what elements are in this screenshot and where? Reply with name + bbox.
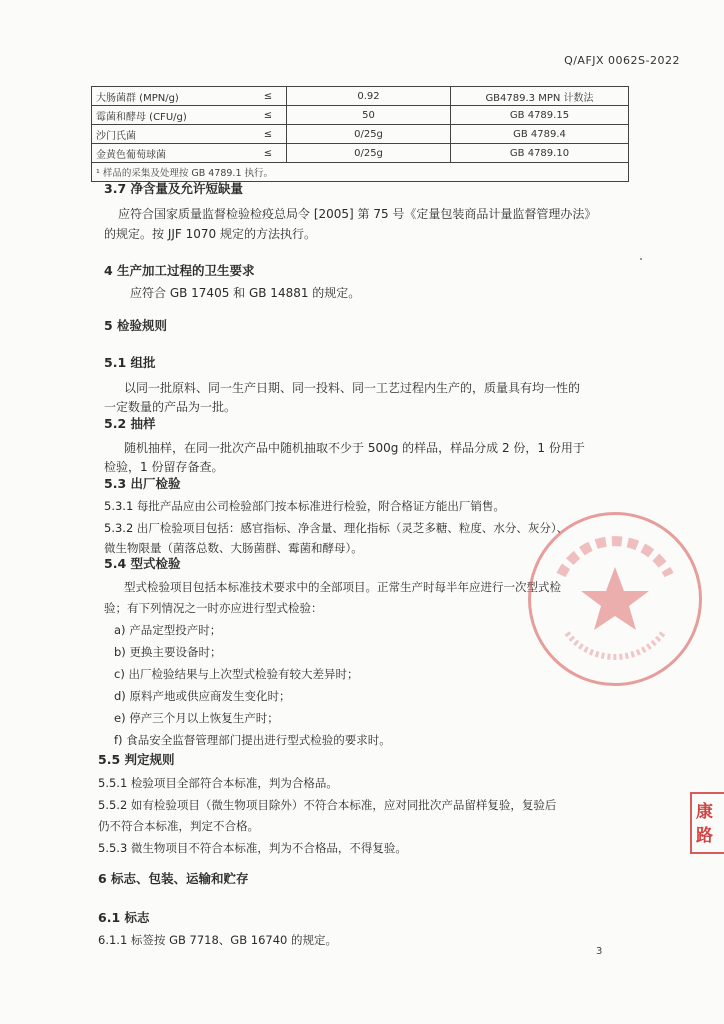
table-cell: GB 4789.4 <box>451 125 629 144</box>
list-item: d) 原料产地或供应商发生变化时； <box>114 689 291 703</box>
section-heading: 3.7 净含量及允许短缺量 <box>104 181 243 196</box>
section-heading: 4 生产加工过程的卫生要求 <box>104 263 255 278</box>
paragraph: 应符合国家质量监督检验检疫总局令 [2005] 第 75 号《定量包装商品计量监督管理办法》 <box>118 207 597 221</box>
paragraph: 应符合 GB 17405 和 GB 14881 的规定。 <box>130 286 361 300</box>
seal-char: 路 <box>696 826 713 846</box>
edge-seal-stamp <box>690 792 724 854</box>
table-cell: 0/25g <box>287 125 451 144</box>
table-cell: 50 <box>287 106 451 125</box>
paragraph: 检验，1 份留存备查。 <box>104 460 224 474</box>
section-heading: 5 检验规则 <box>104 318 168 333</box>
microbiology-table <box>91 86 629 182</box>
table-cell: 金黄色葡萄球菌 <box>92 144 251 163</box>
table-row <box>92 125 629 144</box>
paragraph: 6.1.1 标签按 GB 7718、GB 16740 的规定。 <box>98 933 337 947</box>
list-item: b) 更换主要设备时； <box>114 645 222 659</box>
paragraph: 5.3.1 每批产品应由公司检验部门按本标准进行检验，附合格证方能出厂销售。 <box>104 499 505 513</box>
table-cell: 大肠菌群 (MPN/g) <box>92 87 251 106</box>
section-heading: 5.2 抽样 <box>104 416 156 431</box>
table-cell: GB4789.3 MPN 计数法 <box>451 87 629 106</box>
table-cell: 0.92 <box>287 87 451 106</box>
table-cell: GB 4789.15 <box>451 106 629 125</box>
section-heading: 5.5 判定规则 <box>98 752 175 767</box>
seal-star-icon <box>531 515 699 683</box>
paragraph: 型式检验项目包括本标准技术要求中的全部项目。正常生产时每半年应进行一次型式检 <box>124 580 561 594</box>
paragraph: 5.3.2 出厂检验项目包括：感官指标、净含量、理化指标（灵芝多糖、粒度、水分、灰分）、 <box>104 521 569 535</box>
table-cell: ≤ <box>250 144 287 163</box>
table-note-row <box>92 163 629 182</box>
table-note: ¹ 样品的采集及处理按 GB 4789.1 执行。 <box>92 163 629 182</box>
paragraph: 一定数量的产品为一批。 <box>104 400 237 414</box>
list-item: c) 出厂检验结果与上次型式检验有较大差异时； <box>114 667 359 681</box>
paragraph: 验；有下列情况之一时亦应进行型式检验： <box>104 601 323 615</box>
table-row <box>92 87 629 106</box>
table-cell: 霉菌和酵母 (CFU/g) <box>92 106 251 125</box>
scan-speck <box>640 258 642 260</box>
section-heading: 5.1 组批 <box>104 355 156 370</box>
table-cell: ≤ <box>250 106 287 125</box>
table-row <box>92 106 629 125</box>
table-cell: 0/25g <box>287 144 451 163</box>
section-heading: 6.1 标志 <box>98 910 150 925</box>
paragraph: 5.5.2 如有检验项目（微生物项目除外）不符合本标准，应对同批次产品留样复验，复验后 <box>98 798 557 812</box>
table-cell: ≤ <box>250 125 287 144</box>
table-cell: GB 4789.10 <box>451 144 629 163</box>
paragraph: 以同一批原料、同一生产日期、同一投料、同一工艺过程内生产的，质量具有均一性的 <box>124 381 581 395</box>
company-seal-stamp <box>528 512 702 686</box>
paragraph: 5.5.1 检验项目全部符合本标准，判为合格品。 <box>98 776 338 790</box>
seal-char: 康 <box>696 802 713 822</box>
paragraph: 5.5.3 微生物项目不符合本标准，判为不合格品，不得复验。 <box>98 841 407 855</box>
section-heading: 5.4 型式检验 <box>104 556 181 571</box>
section-heading: 6 标志、包装、运输和贮存 <box>98 871 249 886</box>
paragraph: 随机抽样，在同一批次产品中随机抽取不少于 500g 的样品，样品分成 2 份，1 份用于 <box>124 441 585 455</box>
paragraph: 微生物限量（菌落总数、大肠菌群、霉菌和酵母）。 <box>104 541 363 555</box>
list-item: e) 停产三个月以上恢复生产时； <box>114 711 279 725</box>
section-heading: 5.3 出厂检验 <box>104 476 181 491</box>
table-cell: ≤ <box>250 87 287 106</box>
paragraph: 仍不符合本标准，判定不合格。 <box>98 819 259 833</box>
document-code: Q/AFJX 0062S-2022 <box>564 54 680 67</box>
table-row <box>92 144 629 163</box>
paragraph: 的规定。按 JJF 1070 规定的方法执行。 <box>104 227 316 241</box>
page-number: 3 <box>596 946 603 957</box>
list-item: f) 食品安全监督管理部门提出进行型式检验的要求时。 <box>114 733 391 747</box>
table-cell: 沙门氏菌 <box>92 125 251 144</box>
list-item: a) 产品定型投产时； <box>114 623 222 637</box>
